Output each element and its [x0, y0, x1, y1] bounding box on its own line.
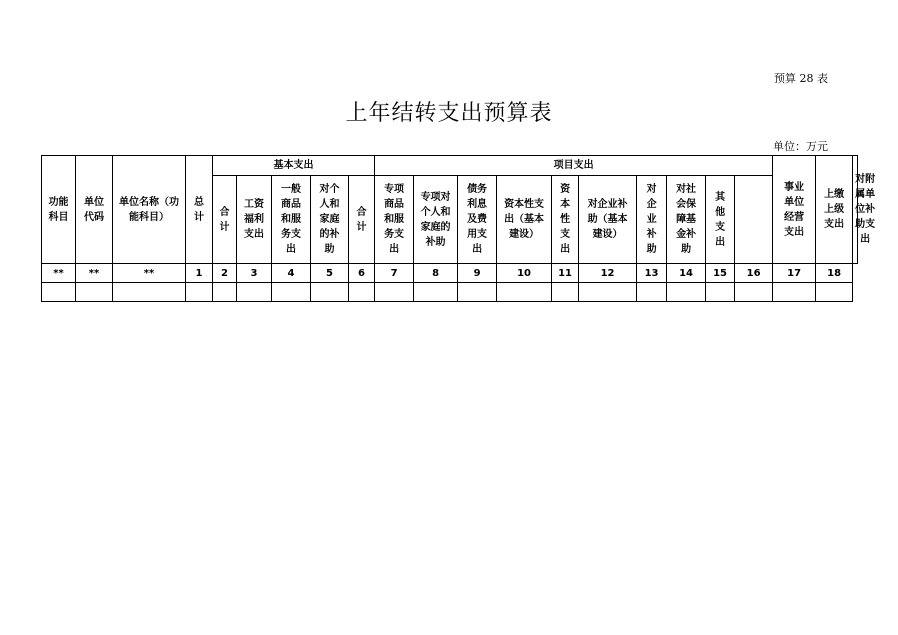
empty-cell	[42, 283, 76, 302]
number-cell: 3	[237, 264, 272, 283]
header-enterprise-build: 对企业补助（基本建设）	[579, 176, 637, 264]
number-row	[42, 264, 858, 283]
empty-cell	[76, 283, 113, 302]
header-total: 总计	[186, 156, 213, 264]
empty-cell	[816, 283, 853, 302]
number-cell: 12	[579, 264, 637, 283]
header-enterprise: 对企业补助	[637, 176, 667, 264]
number-cell: 4	[272, 264, 311, 283]
number-cell: 2	[213, 264, 237, 283]
empty-cell	[552, 283, 579, 302]
number-cell: 9	[458, 264, 497, 283]
number-cell: 5	[311, 264, 349, 283]
unit-label: 单位：万元	[773, 140, 828, 153]
number-cell: **	[76, 264, 113, 283]
number-cell: 8	[414, 264, 458, 283]
empty-cell	[497, 283, 552, 302]
header-affiliate: 对附属单位补助支出	[853, 156, 858, 264]
form-number: 预算 28 表	[774, 72, 828, 85]
number-cell: **	[113, 264, 186, 283]
header-basic-sum: 合计	[213, 176, 237, 264]
empty-cell	[637, 283, 667, 302]
header-unit-code: 单位代码	[76, 156, 113, 264]
empty-cell	[186, 283, 213, 302]
empty-cell	[311, 283, 349, 302]
number-cell: 14	[667, 264, 706, 283]
number-cell: **	[42, 264, 76, 283]
header-debt: 债务利息及费用支出	[458, 176, 497, 264]
header-upper: 上缴上级支出	[816, 156, 853, 264]
number-cell: 18	[816, 264, 853, 283]
empty-cell	[414, 283, 458, 302]
header-basic-expenditure: 基本支出	[213, 156, 375, 176]
header-project-expenditure: 项目支出	[375, 156, 773, 176]
header-goods: 一般商品和服务支出	[272, 176, 311, 264]
empty-row	[42, 283, 858, 302]
number-cell: 16	[735, 264, 773, 283]
empty-cell	[735, 283, 773, 302]
page-title: 上年结转支出预算表	[345, 101, 553, 126]
empty-cell	[458, 283, 497, 302]
number-cell: 17	[773, 264, 816, 283]
budget-table	[41, 155, 876, 302]
empty-cell	[272, 283, 311, 302]
header-special-personal: 专项对个人和家庭的补助	[414, 176, 458, 264]
number-cell: 7	[375, 264, 414, 283]
header-row-group	[42, 156, 858, 176]
header-wage: 工资福利支出	[237, 176, 272, 264]
empty-cell	[706, 283, 735, 302]
header-social: 对社会保障基金补助	[667, 176, 706, 264]
empty-cell	[773, 283, 816, 302]
empty-cell	[579, 283, 637, 302]
header-func-code: 功能科目	[42, 156, 76, 264]
empty-cell	[349, 283, 375, 302]
number-cell: 13	[637, 264, 667, 283]
number-cell: 10	[497, 264, 552, 283]
header-personal: 对个人和家庭的补助	[311, 176, 349, 264]
empty-cell	[213, 283, 237, 302]
header-capital: 资本性支出	[552, 176, 579, 264]
header-other: 其他支出	[706, 176, 735, 264]
number-cell: 6	[349, 264, 375, 283]
number-cell: 11	[552, 264, 579, 283]
header-special-goods: 专项商品和服务支出	[375, 176, 414, 264]
header-capital-build: 资本性支出（基本建设）	[497, 176, 552, 264]
header-business: 事业单位经营支出	[773, 156, 816, 264]
empty-cell	[237, 283, 272, 302]
number-cell: 15	[706, 264, 735, 283]
header-unit-name: 单位名称（功能科目）	[113, 156, 186, 264]
empty-cell	[113, 283, 186, 302]
empty-cell	[375, 283, 414, 302]
number-cell: 1	[186, 264, 213, 283]
header-project-sum: 合计	[349, 176, 375, 264]
empty-cell	[667, 283, 706, 302]
